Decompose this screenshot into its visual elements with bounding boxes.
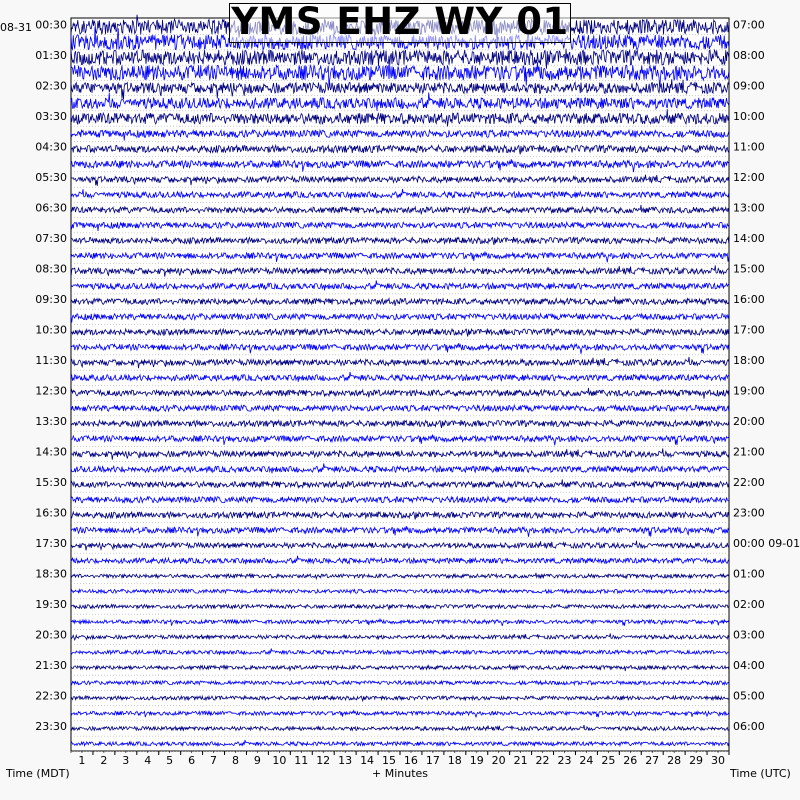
- x-tick-label: 13: [338, 754, 353, 767]
- x-tick-label: 18: [447, 754, 462, 767]
- left-hour-label: 15:30: [35, 475, 67, 489]
- right-hour-label: 07:00: [733, 18, 765, 32]
- x-tick-label: 8: [231, 754, 239, 767]
- x-tick-label: 15: [382, 754, 396, 767]
- x-tick-label: 2: [100, 754, 108, 767]
- left-hour-label: 00:30: [35, 18, 67, 32]
- left-hour-label: 08:30: [35, 262, 67, 276]
- left-hour-label: 04:30: [35, 140, 67, 154]
- x-tick-label: 16: [403, 754, 418, 767]
- left-hour-label: 13:30: [35, 414, 67, 428]
- right-hour-label: 00:00 09-01: [733, 536, 800, 550]
- right-hour-label: 01:00: [733, 567, 765, 581]
- x-tick-label: 9: [253, 754, 261, 767]
- left-hour-label: 14:30: [35, 445, 67, 459]
- x-tick-label: 30: [711, 754, 725, 767]
- right-hour-label: 18:00: [733, 353, 765, 367]
- right-hour-label: 15:00: [733, 262, 765, 276]
- left-time-labels: [35, 18, 67, 733]
- left-hour-label: 09:30: [35, 292, 67, 306]
- x-tick-label: 21: [513, 754, 528, 767]
- left-hour-label: 10:30: [35, 323, 67, 337]
- left-hour-label: 01:30: [35, 48, 67, 62]
- x-tick-label: 17: [425, 754, 440, 767]
- x-tick-label: 29: [689, 754, 704, 767]
- left-hour-label: 06:30: [35, 201, 67, 215]
- x-tick-label: 20: [491, 754, 506, 767]
- left-hour-label: 23:30: [35, 719, 67, 733]
- left-hour-label: 07:30: [35, 231, 67, 245]
- right-hour-label: 05:00: [733, 689, 765, 703]
- x-tick-label: 4: [144, 754, 152, 767]
- right-hour-label: 10:00: [733, 109, 765, 123]
- right-hour-label: 03:00: [733, 628, 765, 642]
- left-hour-label: 22:30: [35, 689, 67, 703]
- left-hour-label: 16:30: [35, 506, 67, 520]
- left-hour-label: 18:30: [35, 567, 67, 581]
- left-hour-label: 12:30: [35, 384, 67, 398]
- right-hour-label: 12:00: [733, 170, 765, 184]
- x-tick-label: 1: [78, 754, 86, 767]
- x-tick-label: 5: [166, 754, 174, 767]
- right-hour-label: 02:00: [733, 597, 765, 611]
- x-tick-label: 12: [316, 754, 331, 767]
- left-hour-label: 05:30: [35, 170, 67, 184]
- x-tick-label: 27: [645, 754, 660, 767]
- x-tick-label: 28: [667, 754, 682, 767]
- left-hour-label: 02:30: [35, 79, 67, 93]
- x-tick-label: 6: [188, 754, 196, 767]
- plot-area: [71, 18, 729, 751]
- x-tick-label: 22: [535, 754, 550, 767]
- right-hour-label: 23:00: [733, 506, 765, 520]
- right-hour-label: 21:00: [733, 445, 765, 459]
- start-date-label: 08-31: [0, 21, 32, 34]
- left-axis-label: Time (MDT): [6, 767, 70, 780]
- right-hour-label: 19:00: [733, 384, 765, 398]
- x-tick-label: 24: [579, 754, 594, 767]
- right-time-labels: [733, 18, 800, 733]
- x-tick-label: 25: [601, 754, 616, 767]
- x-tick-label: 23: [557, 754, 572, 767]
- right-hour-label: 11:00: [733, 140, 765, 154]
- x-tick-label: 19: [469, 754, 484, 767]
- right-hour-label: 13:00: [733, 201, 765, 215]
- right-hour-label: 04:00: [733, 658, 765, 672]
- right-axis-label: Time (UTC): [730, 767, 791, 780]
- x-tick-label: 26: [623, 754, 638, 767]
- right-hour-label: 06:00: [733, 719, 765, 733]
- right-hour-label: 16:00: [733, 292, 765, 306]
- left-hour-label: 17:30: [35, 536, 67, 550]
- left-hour-label: 03:30: [35, 109, 67, 123]
- x-tick-label: 14: [360, 754, 375, 767]
- left-hour-label: 20:30: [35, 628, 67, 642]
- chart-title: YMS EHZ WY 01: [231, 0, 569, 43]
- right-hour-label: 22:00: [733, 475, 765, 489]
- right-hour-label: 17:00: [733, 323, 765, 337]
- right-hour-label: 20:00: [733, 414, 765, 428]
- x-tick-label: 3: [122, 754, 130, 767]
- right-hour-label: 14:00: [733, 231, 765, 245]
- left-hour-label: 11:30: [35, 353, 67, 367]
- right-hour-label: 08:00: [733, 48, 765, 62]
- x-tick-label: 7: [210, 754, 218, 767]
- x-axis-ticks: [71, 751, 729, 767]
- x-tick-label: 11: [294, 754, 309, 767]
- left-hour-label: 21:30: [35, 658, 67, 672]
- x-tick-label: 10: [272, 754, 287, 767]
- right-hour-label: 09:00: [733, 79, 765, 93]
- x-axis-label: + Minutes: [371, 767, 429, 780]
- left-hour-label: 19:30: [35, 597, 67, 611]
